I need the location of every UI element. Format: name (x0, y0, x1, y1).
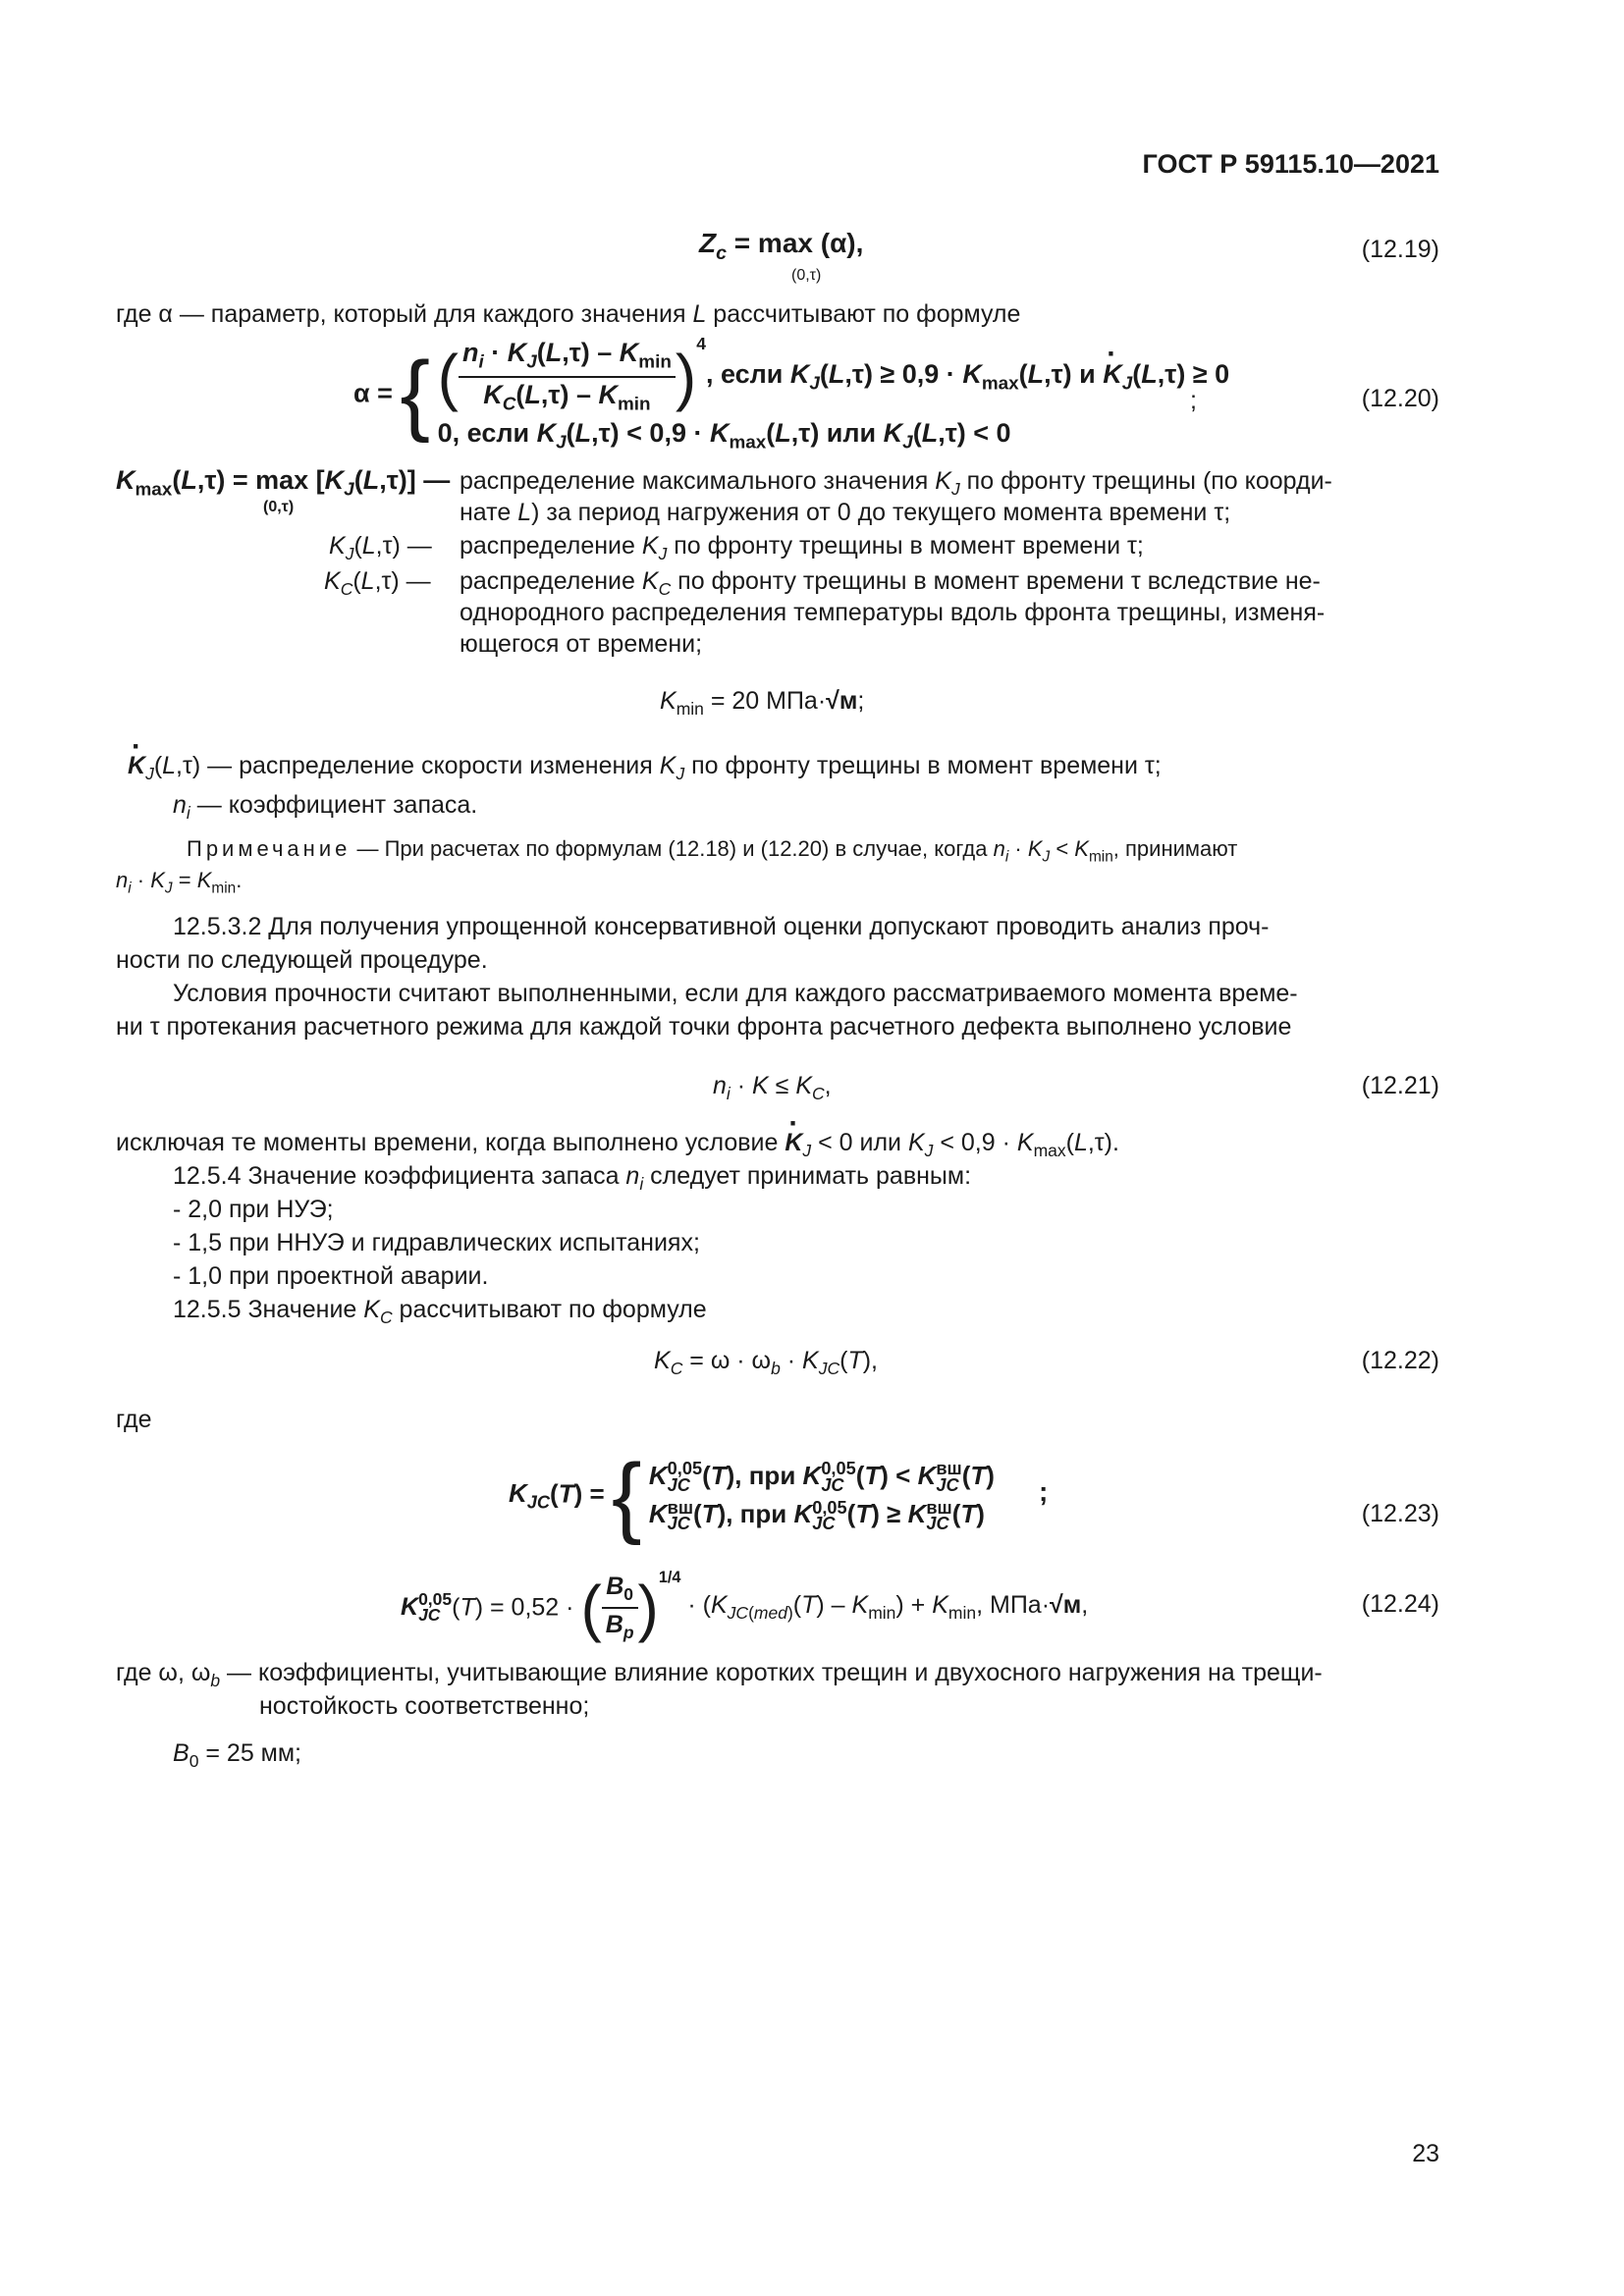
document-header-id: ГОСТ Р 59115.10—2021 (1142, 149, 1439, 179)
definition-text-kmax-line2: нате L) за период нагружения от 0 до текущего момента времени τ; (460, 499, 1231, 526)
definition-term-kc: $K_C(L,\tau)$ — (324, 567, 431, 600)
definition-text-kmax-line1: распределение максимального значения $K_J$ по фронту трещины (по коорди- (460, 467, 1332, 500)
definition-term-kj: $K_J(L,\tau)$ — (329, 532, 432, 564)
definition-text-kc-line3: ющегося от времени; (460, 630, 703, 658)
equation-12-20-semicolon: ; (1190, 387, 1197, 414)
equation-number-12-22: (12.22) (1361, 1347, 1439, 1374)
equation-12-24: K0,05 JC (T) = 0,52 · ( $\frac{B_0}{B_p}$ )$^{1/4} \cdot (K_{JC(med)}(T) - K_{min}) + K_{min}$, МПа·√м, (401, 1569, 1089, 1643)
definition-text-kc-line2: однородного распределения температуры вдоль фронта трещины, изменя- (460, 599, 1326, 626)
paragraph-conditions-line2: ни τ протекания расчетного режима для каждой точки фронта расчетного дефекта выполнено условие (116, 1013, 1292, 1041)
definition-ni: $n_i$ — коэффициент запаса. (173, 791, 478, 824)
equation-12-19-subscript: (0,τ) (791, 267, 822, 284)
alpha-definition-intro: где α — параметр, который для каждого значения L рассчитывают по формуле (116, 300, 1021, 328)
equation-12-22: $K_C = \omega \cdot \omega_b \cdot K_{JC}(T)$, (654, 1347, 878, 1379)
equation-number-12-24: (12.24) (1361, 1590, 1439, 1618)
paragraph-conditions-line1: Условия прочности считают выполненными, если для каждого рассматриваемого момента време- (173, 980, 1298, 1007)
note-line1: Примечание — При расчетах по формулам (12.18) и (12.20) в случае, когда $n_i \cdot K_J < K_{min}$, принимают (187, 836, 1238, 866)
paragraph-12-5-5: 12.5.5 Значение $K_C$ рассчитывают по формуле (173, 1296, 707, 1328)
paragraph-12-5-3-2-line2: ности по следующей процедуре. (116, 946, 488, 974)
where-label: где (116, 1406, 152, 1433)
equation-12-23: $K_{JC}(T)$ = { K0,05 JC (T), при K0,05 JC (T) < Kвш JC (T) Kвш JC (T), при K0,05 JC (T) ≥ Kвш JC (T) (509, 1446, 995, 1546)
paragraph-12-5-3-2-line1: 12.5.3.2 Для получения упрощенной консервативной оценки допускают проводить анализ проч- (173, 913, 1270, 940)
definition-omega-line2: ностойкость соответственно; (259, 1692, 590, 1720)
list-item-nue: - 2,0 при НУЭ; (173, 1196, 334, 1223)
equation-12-21: $n_i \cdot K \le K_C$, (713, 1072, 832, 1104)
equation-number-12-23: (12.23) (1361, 1500, 1439, 1527)
paragraph-12-5-4-heading: 12.5.4 Значение коэффициента запаса $n_i$ следует принимать равным: (173, 1162, 972, 1195)
definition-omega-line1: где ω, $\omega_b$ — коэффициенты, учитывающие влияние коротких трещин и двухосного нагружения на трещи- (116, 1659, 1323, 1691)
equation-12-19: $Z_c = \max (\alpha)$, (699, 228, 864, 264)
list-item-design-accident: - 1,0 при проектной аварии. (173, 1262, 489, 1290)
note-line2: $n_i \cdot K_J = K_{min}$. (116, 868, 243, 897)
equation-12-20: α = { ( $\frac{n_i \cdot K_J(L,\tau) - K_{min}}{K_C(L,\tau) - K_{min}}$ )$^4$, если $K_J(L,\tau) \ge 0,9 \cdot K_{max}(L,\tau) и \cdot K_J(L,\tau) \ge 0$ 0, если $K_J(L,\tau) < 0,9 \cdot K_{max}(L,\tau)$ или $K_J(L,\tau) < 0$ (353, 334, 1229, 454)
kmin-value: $K_{min} = 20$ МПа·√м; (660, 687, 865, 720)
definition-kj-dot: · $K_J(L,\tau)$ — распределение скорости изменения $K_J$ по фронту трещины в момент времени τ; (128, 752, 1162, 784)
definition-term-kmax: $K_{max}(L,\tau) = \max [K_J(L,\tau)]$ — (116, 465, 451, 501)
equation-number-12-20: (12.20) (1361, 385, 1439, 412)
page-number: 23 (1412, 2140, 1439, 2167)
exclusion-condition: исключая те моменты времени, когда выполнено условие · $K_J < 0$ или $K_J < 0,9 \cdot K_{max}(L,\tau)$. (116, 1129, 1119, 1161)
definition-term-kmax-subscript: (0,τ) (263, 499, 295, 515)
b0-value: $B_0 = 25$ мм; (173, 1739, 301, 1772)
equation-12-23-semicolon: ; (1039, 1476, 1049, 1507)
equation-number-12-19: (12.19) (1361, 236, 1439, 263)
definition-text-kc-line1: распределение $K_C$ по фронту трещины в момент времени τ вследствие не- (460, 567, 1321, 600)
definition-text-kj: распределение $K_J$ по фронту трещины в момент времени τ; (460, 532, 1144, 564)
equation-number-12-21: (12.21) (1361, 1072, 1439, 1099)
list-item-nnue: - 1,5 при ННУЭ и гидравлических испытаниях; (173, 1229, 700, 1256)
